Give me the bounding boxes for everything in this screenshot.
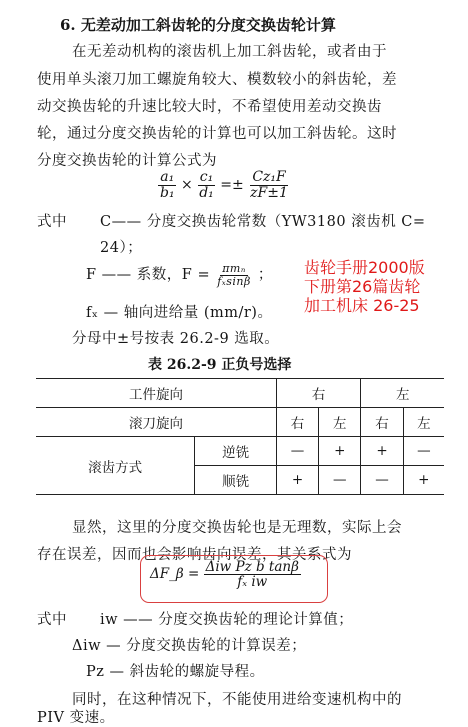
coefficient-f-line: F —— 系数，F = $\frac{\text{πmₙ}}{\text{fₓsinβ}}$ ； bbox=[86, 262, 273, 288]
hobbing-method-label: 滚齿方式 bbox=[36, 437, 195, 495]
ratio-fraction-rhs: $\frac{\text{Cz₁F}}{zF\pm 1}$ bbox=[250, 169, 288, 201]
ratio-fraction-2: $\frac{\text{c₁}}{\text{d₁}}$ bbox=[199, 169, 214, 201]
closing-line-2: PIV 变速。 bbox=[37, 710, 115, 726]
intro-line-3: 动交换齿轮的升速比较大时，不希望使用差动交换齿 bbox=[37, 99, 382, 115]
table-cell: + bbox=[361, 437, 403, 466]
delta-iw-definition: Δiw — 分度交换齿轮的计算误差； bbox=[72, 638, 307, 654]
closing-line-1: 同时，在这种情况下，不能使用进给变速机构中的 bbox=[72, 692, 402, 708]
table-cell: 左 bbox=[319, 408, 361, 437]
workpiece-left-header: 左 bbox=[361, 379, 444, 408]
where-label-2: 式中 bbox=[37, 612, 67, 628]
where-label: 式中 bbox=[37, 214, 67, 230]
intro-line-2: 使用单头滚刀加工螺旋角较大、模数较小的斜齿轮，差 bbox=[37, 72, 397, 88]
down-milling-label: 顺铣 bbox=[195, 466, 277, 495]
table-title: 表 26.2-9 正负号选择 bbox=[148, 357, 292, 373]
table-cell: + bbox=[276, 466, 318, 495]
annotation-line-1: 齿轮手册2000版 bbox=[304, 258, 425, 277]
constant-c-line-2: 24）； bbox=[100, 240, 143, 256]
table-cell: + bbox=[403, 466, 444, 495]
middle-line-1: 显然，这里的分度交换齿轮也是无理数，实际上会 bbox=[72, 520, 402, 536]
ratio-fraction-1: $\frac{\text{a₁}}{\text{b₁}}$ bbox=[160, 169, 175, 201]
table-cell: — bbox=[276, 437, 318, 466]
intro-line-5: 分度交换齿轮的计算公式为 bbox=[37, 153, 217, 169]
table-row bbox=[36, 437, 444, 466]
table-cell: 左 bbox=[403, 408, 444, 437]
middle-line-2: 存在误差，因而也会影响齿向误差，其关系式为 bbox=[37, 547, 352, 563]
intro-line-4: 轮，通过分度交换齿轮的计算也可以加工斜齿轮。这时 bbox=[37, 126, 397, 142]
gear-ratio-formula: $\frac{\text{a₁}}{\text{b₁}}$ × $\frac{\text{c₁}}{\text{d₁}}$ =± $\frac{\text{Cz₁F}}{zF\pm 1}$ bbox=[160, 169, 288, 201]
workpiece-right-header: 右 bbox=[276, 379, 361, 408]
section-heading: 6. 无差动加工斜齿轮的分度交换齿轮计算 bbox=[60, 16, 336, 34]
constant-c-line-1: C—— 分度交换齿轮常数（YW3180 滚齿机 C= bbox=[100, 214, 426, 230]
intro-line-1: 在无差动机构的滚齿机上加工斜齿轮，或者由于 bbox=[72, 44, 387, 60]
workpiece-hand-label: 工件旋向 bbox=[36, 379, 276, 408]
up-milling-label: 逆铣 bbox=[195, 437, 277, 466]
sign-selection-table bbox=[36, 378, 444, 495]
table-cell: — bbox=[319, 466, 361, 495]
helix-error-formula: ΔF_β = $\frac{\text{Δiw Pz b tanβ}}{\text{fₓ iw}}$ bbox=[150, 559, 299, 591]
table-cell: 右 bbox=[276, 408, 318, 437]
annotation-line-2: 下册第26篇齿轮 bbox=[304, 277, 421, 296]
handbook-annotation bbox=[304, 258, 425, 315]
axial-feed-line: fₓ — 轴向进给量 (mm/r)。 bbox=[86, 305, 273, 321]
table-cell: 右 bbox=[361, 408, 403, 437]
pz-definition: Pz — 斜齿轮的螺旋导程。 bbox=[86, 664, 265, 680]
table-cell: — bbox=[361, 466, 403, 495]
hob-hand-label: 滚刀旋向 bbox=[36, 408, 276, 437]
sign-selection-line: 分母中±号按表 26.2-9 选取。 bbox=[72, 331, 280, 347]
annotation-line-3: 加工机床 26-25 bbox=[304, 296, 420, 315]
table-cell: + bbox=[319, 437, 361, 466]
iw-definition: iw —— 分度交换齿轮的理论计算值； bbox=[100, 612, 354, 628]
table-cell: — bbox=[403, 437, 444, 466]
